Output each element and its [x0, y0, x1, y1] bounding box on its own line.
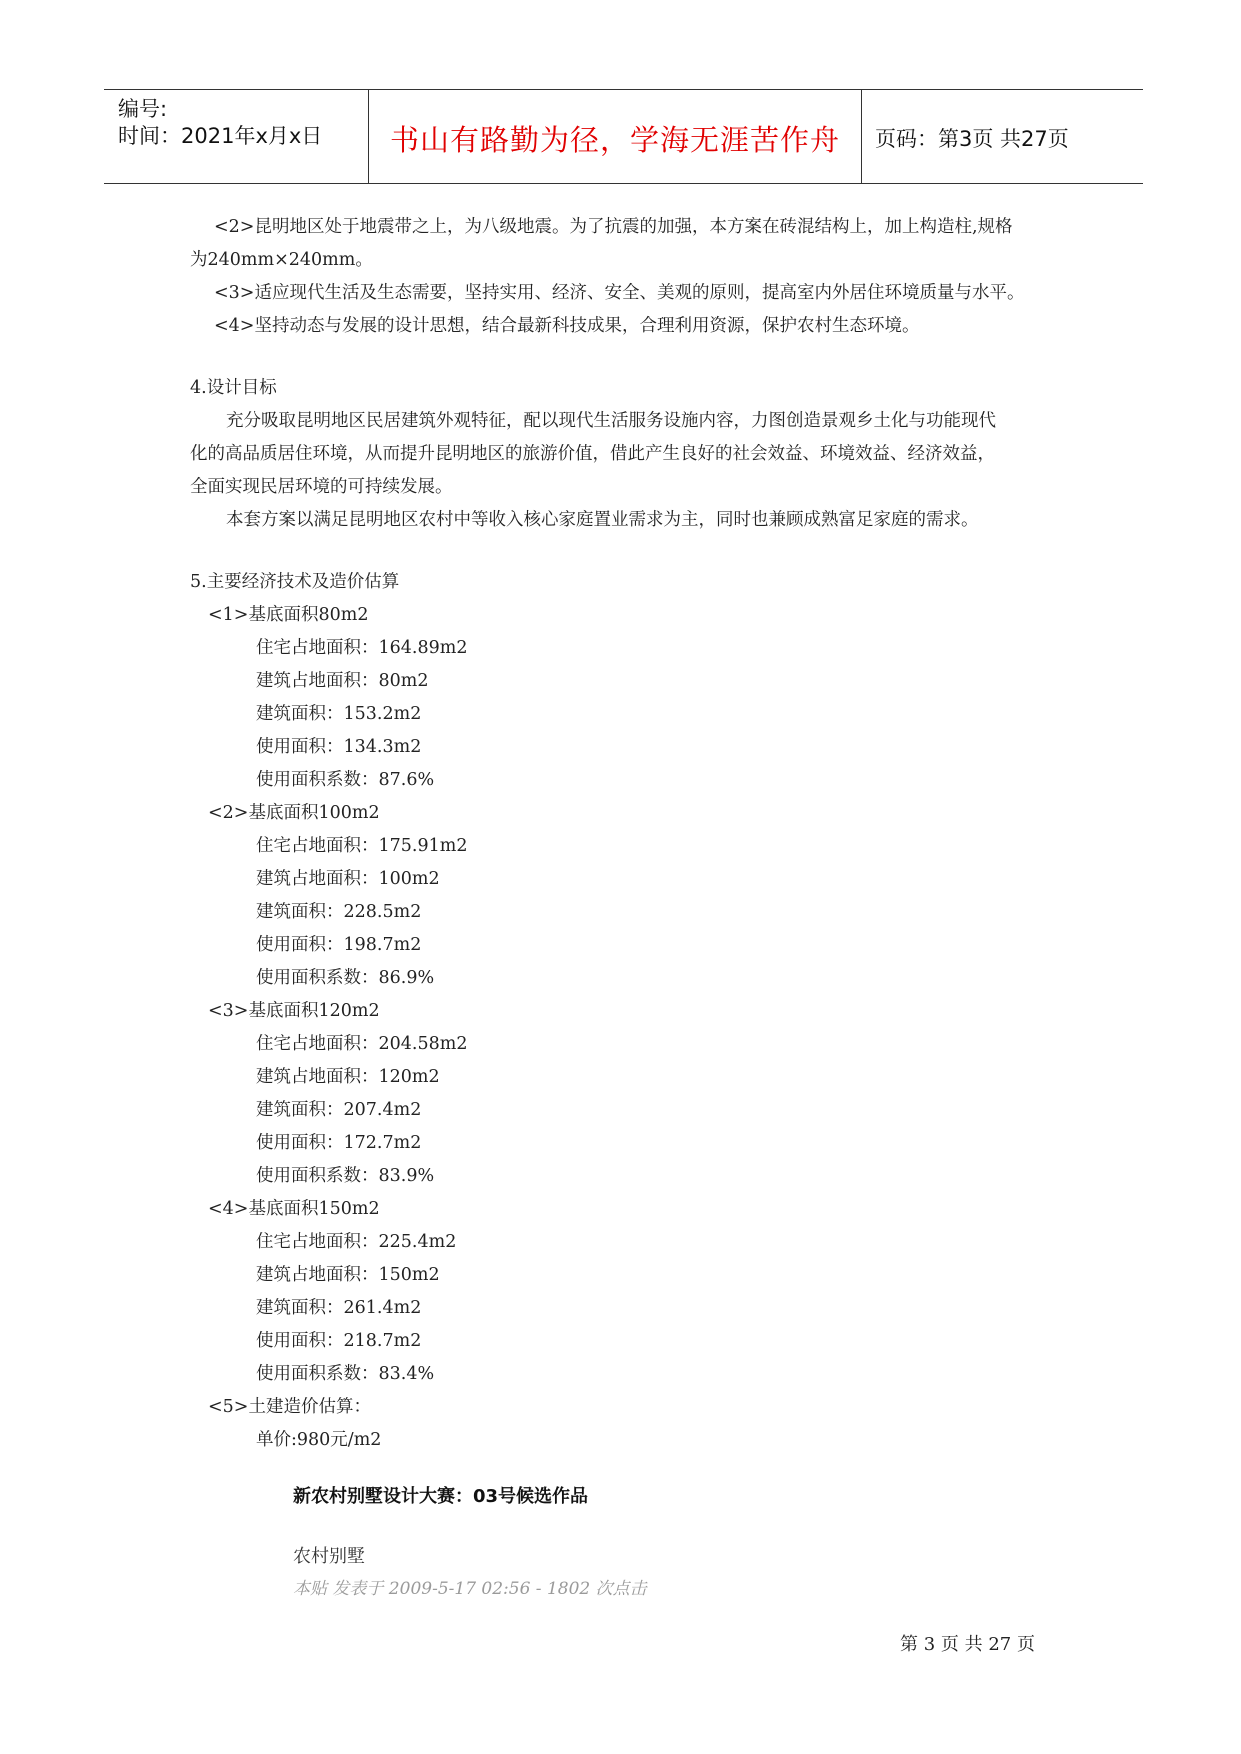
principle-line: <2>昆明地区处于地震带之上，为八级地震。为了抗震的加强，本方案在砖混结构上，加上构造柱,规格	[214, 217, 1013, 237]
header-page-cell	[861, 90, 1143, 183]
document-header	[104, 89, 1143, 184]
header-info-cell	[104, 90, 368, 183]
document-body	[190, 211, 1070, 1457]
group-title: <4>基底面积150m2	[208, 1199, 380, 1219]
post-category[interactable]: 农村别墅	[293, 1546, 365, 1567]
header-motto-cell	[368, 90, 862, 183]
group-title: <3>基底面积120m2	[208, 1001, 380, 1021]
page-code: 页码：第3页 共27页	[875, 127, 1069, 151]
metric-item: 建筑面积：261.4m2	[256, 1298, 422, 1318]
time-label: 时间：2021年x月x日	[118, 124, 323, 148]
principle-line: 为240mm×240mm。	[190, 250, 373, 270]
metric-item: 住宅占地面积：164.89m2	[256, 638, 468, 658]
metric-item: 建筑占地面积：150m2	[256, 1265, 440, 1285]
post-meta: 本贴 发表于 2009-5-17 02:56 - 1802 次点击	[293, 1579, 647, 1599]
metric-item: 建筑占地面积：100m2	[256, 869, 440, 889]
metric-item: 使用面积：134.3m2	[256, 737, 422, 757]
motto-text: 书山有路勤为径，学海无涯苦作舟	[389, 123, 840, 157]
goal-line: 充分吸取昆明地区民居建筑外观特征，配以现代生活服务设施内容，力图创造景观乡土化与功能现代	[226, 411, 996, 431]
number-label: 编号:	[118, 97, 168, 121]
metric-item: 住宅占地面积：204.58m2	[256, 1034, 468, 1054]
group-title: <5>土建造价估算：	[208, 1397, 371, 1417]
metric-item: 使用面积系数：83.9%	[256, 1166, 435, 1186]
goal-line: 全面实现民居环境的可持续发展。	[190, 477, 453, 497]
section-heading: 5.主要经济技术及造价估算	[190, 572, 400, 592]
principle-line: <4>坚持动态与发展的设计思想，结合最新科技成果，合理利用资源，保护农村生态环境。	[214, 316, 920, 336]
principle-line: <3>适应现代生活及生态需要，坚持实用、经济、安全、美观的原则，提高室内外居住环境质量与水平。	[214, 283, 1025, 303]
metric-item: 建筑占地面积：120m2	[256, 1067, 440, 1087]
metric-item: 建筑面积：228.5m2	[256, 902, 422, 922]
page-footer: 第 3 页 共 27 页	[900, 1634, 1035, 1655]
group-title: <1>基底面积80m2	[208, 605, 369, 625]
metric-item: 住宅占地面积：225.4m2	[256, 1232, 457, 1252]
metric-item: 使用面积系数：86.9%	[256, 968, 435, 988]
metric-item: 使用面积系数：83.4%	[256, 1364, 435, 1384]
metric-item: 建筑占地面积：80m2	[256, 671, 429, 691]
metric-item: 使用面积：172.7m2	[256, 1133, 422, 1153]
metric-item: 单价:980元/m2	[256, 1430, 382, 1450]
metric-item: 使用面积：198.7m2	[256, 935, 422, 955]
metric-item: 建筑面积：207.4m2	[256, 1100, 422, 1120]
section-heading: 4.设计目标	[190, 378, 277, 398]
goal-line: 化的高品质居住环境，从而提升昆明地区的旅游价值，借此产生良好的社会效益、环境效益、经济效益，	[190, 444, 995, 464]
metric-item: 建筑面积：153.2m2	[256, 704, 422, 724]
goal-line: 本套方案以满足昆明地区农村中等收入核心家庭置业需求为主，同时也兼顾成熟富足家庭的需求。	[226, 510, 979, 530]
metric-item: 住宅占地面积：175.91m2	[256, 836, 468, 856]
post-block	[293, 1482, 647, 1599]
post-title[interactable]: 新农村别墅设计大赛：03号候选作品	[293, 1486, 589, 1507]
metric-item: 使用面积：218.7m2	[256, 1331, 422, 1351]
metric-item: 使用面积系数：87.6%	[256, 770, 435, 790]
group-title: <2>基底面积100m2	[208, 803, 380, 823]
